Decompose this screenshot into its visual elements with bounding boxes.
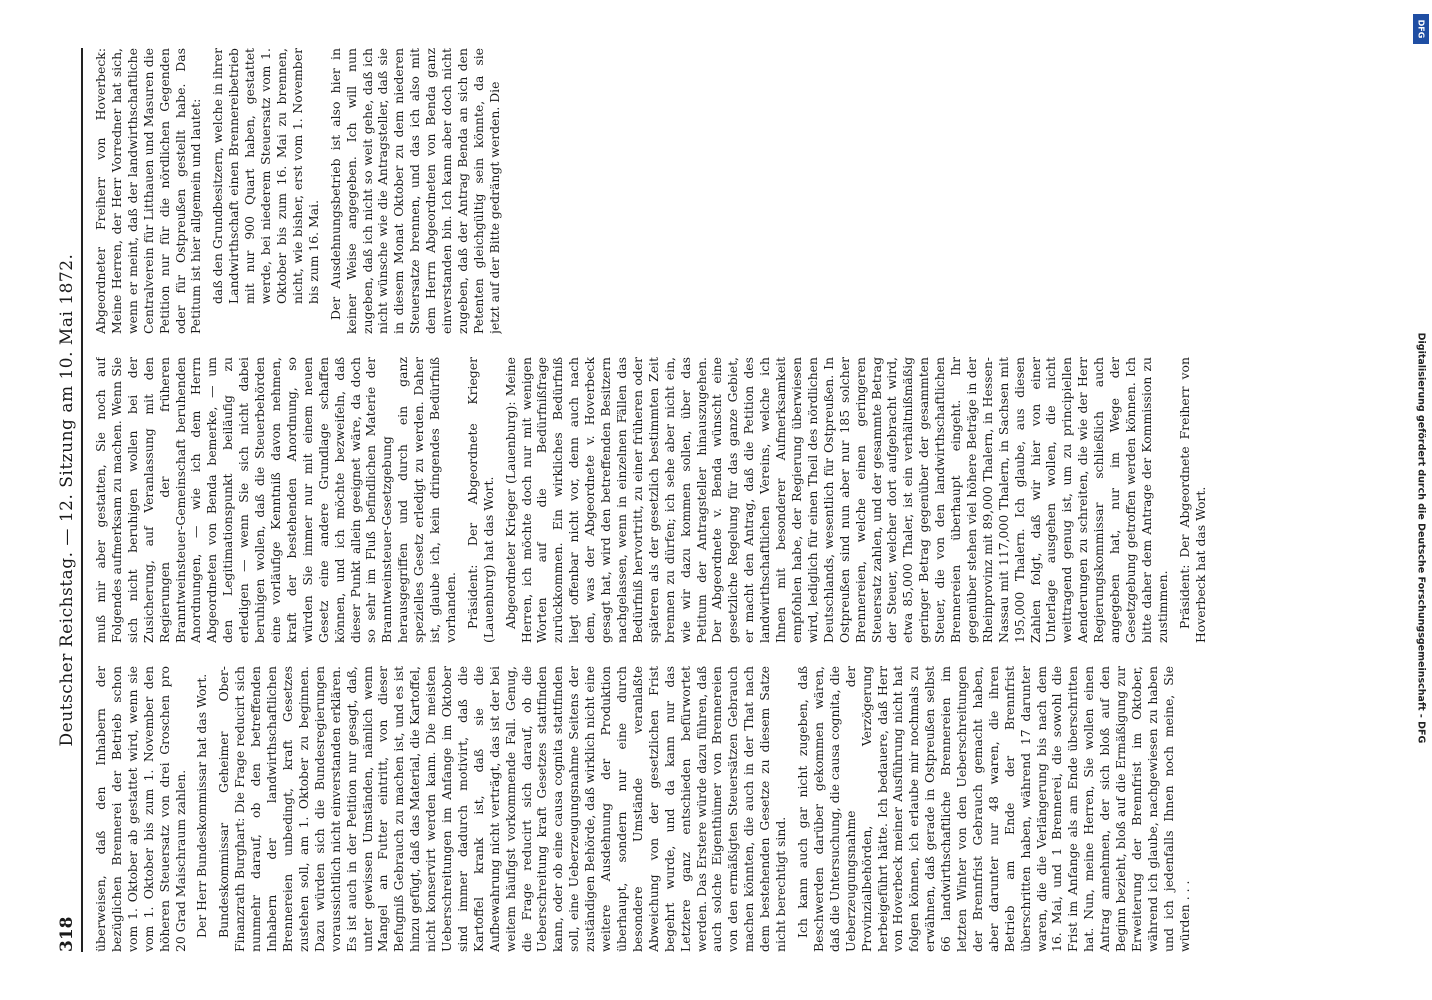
running-title: Deutscher Reichstag. — 12. Sitzung am 10. Mai 1872. xyxy=(57,253,77,747)
dfg-logo: DFG xyxy=(1413,14,1429,44)
paragraph: Der Ausdehnungsbetrieb ist also hier in keiner Weise angegeben. Ich will nun zugeben, daß ich nicht so weit gehe, daß ich nicht wünsche wie die Antragsteller, daß sie in diesem Monat Oktober zu dem niederen Steuersatze brennen, und das ich also mit dem Herrn Abgeordneten von Benda ganz einverstanden bin. Ich kann aber doch nicht zugeben, daß der Antrag Benda an sich den Petenten gleichgültig sein könnte, da sie jetzt auf der Bitte gedrängt werden. Die xyxy=(327,48,502,334)
dfg-credit-strip xyxy=(1412,8,1430,992)
page-header xyxy=(55,48,83,952)
paragraph: Abgeordneter Krieger (Lauenburg): Meine Herren, ich möchte doch nur mit wenigen Worten auf die Bedürfnißfrage zurückkommen. Ein wirkliches Bedürfniß liegt offenbar nicht vor, denn auch nach dem, was der Abgeordnete v. Hoverbeck gesagt hat, wird den betreffenden Besitzern nachgelassen, wenn in einzelnen Fällen das Bedürfniß hervortritt, zu einer früheren oder späteren als der gesetzlich bestimmten Zeit brennen zu dürfen; ich sehe aber nicht ein, wie wir dazu kommen sollen, über das Petitum der Antragsteller hinauszugehen. Der Abgeordnete v. Benda wünscht eine gesetzliche Regelung für das ganze Gebiet, er macht den Antrag, daß die Petition des landwirthschaftlichen Vereins, welche ich Ihnen mit besonderer Aufmerksamkeit empfohlen habe, der Regierung überwiesen wird, lediglich für einen Theil des nördlichen Deutschlands, wesentlich für Ostpreußen. In Ostpreußen sind nun aber nur 185 solcher Brennereien, welche einen geringeren Steuersatz zahlen, und der gesammte Betrag der Steuer, welcher dort aufgebracht wird, etwa 85,000 Thaler, ist ein verhältnißmäßig geringer Betrag gegenüber der gesammten Steuer, die von den landwirthschaftlichen Brennereien überhaupt eingeht. Ihr gegenüber stehen viel höhere Beträge in der Rheinprovinz mit 89,000 Thalern, in Hessen-Nassau mit 117,000 Thalern, in Sachsen mit 195,000 Thalern. Ich glaube, aus diesen Zahlen folgt, daß wir hier von einer Unterlage ausgehen wollen, die nicht weittragend genug ist, um zu principiellen Aenderungen zu schreiten, die wie der Herr Regierungskommissar schließlich auch angegeben hat, nur im Wege der Gesetzgebung getroffen werden können. Ich bitte daher dem Antrage der Kommission zu zustimmen. xyxy=(502,357,1170,643)
paragraph: überweisen, daß den Inhabern der bezüglichen Brennerei der Betrieb schon vom 1. Oktober ab gestattet wird, wenn sie vom 1. Oktober bis zum 1. November den höheren Steuersatz von drei Groschen pro 20 Grad Maischraum zahlen. xyxy=(93,666,188,952)
text-column-middle xyxy=(93,357,1367,643)
paragraph: Abgeordneter Freiherr von Hoverbeck: Meine Herren, der Herr Vorredner hat sich, wenn er meint, daß der landwirthschaftliche Centralverein für Litthauen und Masuren die Petition nur für die nördlichen Gegenden oder für Ostpreußen gestellt habe. Das Petitum ist hier allgemein und lautet: xyxy=(93,48,204,334)
text-column-right xyxy=(93,48,1367,334)
paragraph: Der Herr Bundeskommissar hat das Wort. xyxy=(194,673,210,938)
quoted-petition: daß den Grundbesitzern, welche in ihrer Landwirthschaft einen Brennereibetrieb mit nur 900 Quart haben, gestattet werde, bei niederem Steuersatz vom 1. Oktober bis zum 16. Mai zu brennen, nicht, wie bisher, erst vom 1. November bis zum 16. Mai. xyxy=(210,48,321,304)
paragraph: Präsident: Der Abgeordnete Freiherr von Hoverbeck hat das Wort. xyxy=(1176,357,1208,643)
page-number: 318 xyxy=(57,916,77,952)
text-column-left xyxy=(93,666,1367,952)
document-page xyxy=(41,30,1391,970)
paragraph: Bundeskommissar Geheimer Ober-Finanzrath Burghart: Die Frage reducirt sich nunmehr darauf, ob den betreffenden Inhabern der landwirthschaftlichen Brennereien unbedingt, kraft Gesetzes zustehen soll, am 1. Oktober zu beginnen. Dazu würden sich die Bundesregierungen voraussichtlich nicht einverstanden erklären. Es ist auch in der Petition nur gesagt, daß, unter gewissen Umständen, nämlich wenn Mangel an Futter eintritt, von dieser Befugniß Gebrauch zu machen ist, und es ist hinzu gefügt, daß das Material, die Kartoffel, nicht konservirt werden kann. Die meisten Ueberschreitungen im Anfange im Oktober sind immer dadurch motivirt, daß die Kartoffel krank ist, daß sie die Aufbewahrung nicht verträgt, das ist der bei weitem häufigst vorkommende Fall. Genug, die Frage reducirt sich darauf, ob die Ueberschreitung kraft Gesetzes stattfinden kann, oder ob eine causa cognita stattfinden soll, eine Ueberzeugungsnahme Seitens der zuständigen Behörde, daß wirklich nicht eine weitere Ausdehnung der Produktion überhaupt, sondern nur eine durch besondere Umstände veranlaßte Abweichung von der gesetzlichen Frist begehrt wurde, und da kann nur das Letztere ganz entschieden befürwortet werden. Das Erstere würde dazu führen, daß auch solche Eigenthümer von Brennereien von den ermäßigten Steuersätzen Gebrauch machen könnten, die auch in der That nach dem bestehenden Gesetze zu diesem Satze nicht berechtigt sind. xyxy=(216,666,789,952)
paragraph: Ich kann auch gar nicht zugeben, daß Beschwerden darüber gekommen wären, daß die Untersuchung, die causa cognita, die Ueberzeugungsnahme der Provinzialbehörden, Verzögerung herbeigeführt hätte. Ich bedauere, daß Herr von Hoverbeck meiner Ausführung nicht hat folgen können, ich erlaube mir nochmals zu erwähnen, daß gerade in Ostpreußen selbst 66 landwirthschaftliche Brennereien im letzten Winter von den Ueberschreitungen der Brennfrist Gebrauch gemacht haben, aber darunter nur 48 waren, die ihren Betrieb am Ende der Brennfrist überschritten haben, während 17 darunter waren, die die Verlängerung bis nach dem 16. Mai, und 1 Brennerei, die sowohl die Frist im Anfange als am Ende überschritten hat. Nun, meine Herren, Sie wollen einen Antrag annehmen, der sich bloß auf den Beginn bezieht, bloß auf die Ermäßigung zur Erweiterung der Brennfrist im Oktober, während ich glaube, nachgewiesen zu haben und ich jedenfalls Ihnen noch meine, Sie würden . . . xyxy=(794,666,1192,952)
paragraph: Präsident: Der Abgeordnete Krieger (Lauenburg) hat das Wort. xyxy=(464,357,496,643)
paragraph: muß mir aber gestatten, Sie noch auf Folgendes aufmerksam zu machen. Wenn Sie sich nicht beruhigen wollen bei der Zusicherung, auf Veranlassung mit den Regierungen der früheren Branntweinsteuer-Gemeinschaft beruhenden Anordnungen, — wie ich dem Herrn Abgeordneten von Benda bemerke, — um den Legitimationspunkt beiläufig zu erledigen — wenn Sie sich nicht dabei beruhigen wollen, daß die Steuerbehörden eine vorläufige Kenntniß davon nehmen, kraft der bestehenden Anordnung, so würden Sie immer nur mit einem neuen Gesetz eine andere Grundlage schaffen können, und ich möchte bezweifeln, daß dieser Punkt allein geeignet wäre, da doch so sehr im Fluß befindlichen Materie der Branntweinsteuer-Gesetzgebung herausgegriffen und durch ein ganz spezielles Gesetz erledigt zu werden. Daher ist, glaube ich, kein dringendes Bedürfniß vorhanden. xyxy=(93,357,458,643)
digitization-credit: Digitalisierung gefördert durch die Deutsche Forschungsgemeinschaft - DFG xyxy=(1415,332,1427,744)
